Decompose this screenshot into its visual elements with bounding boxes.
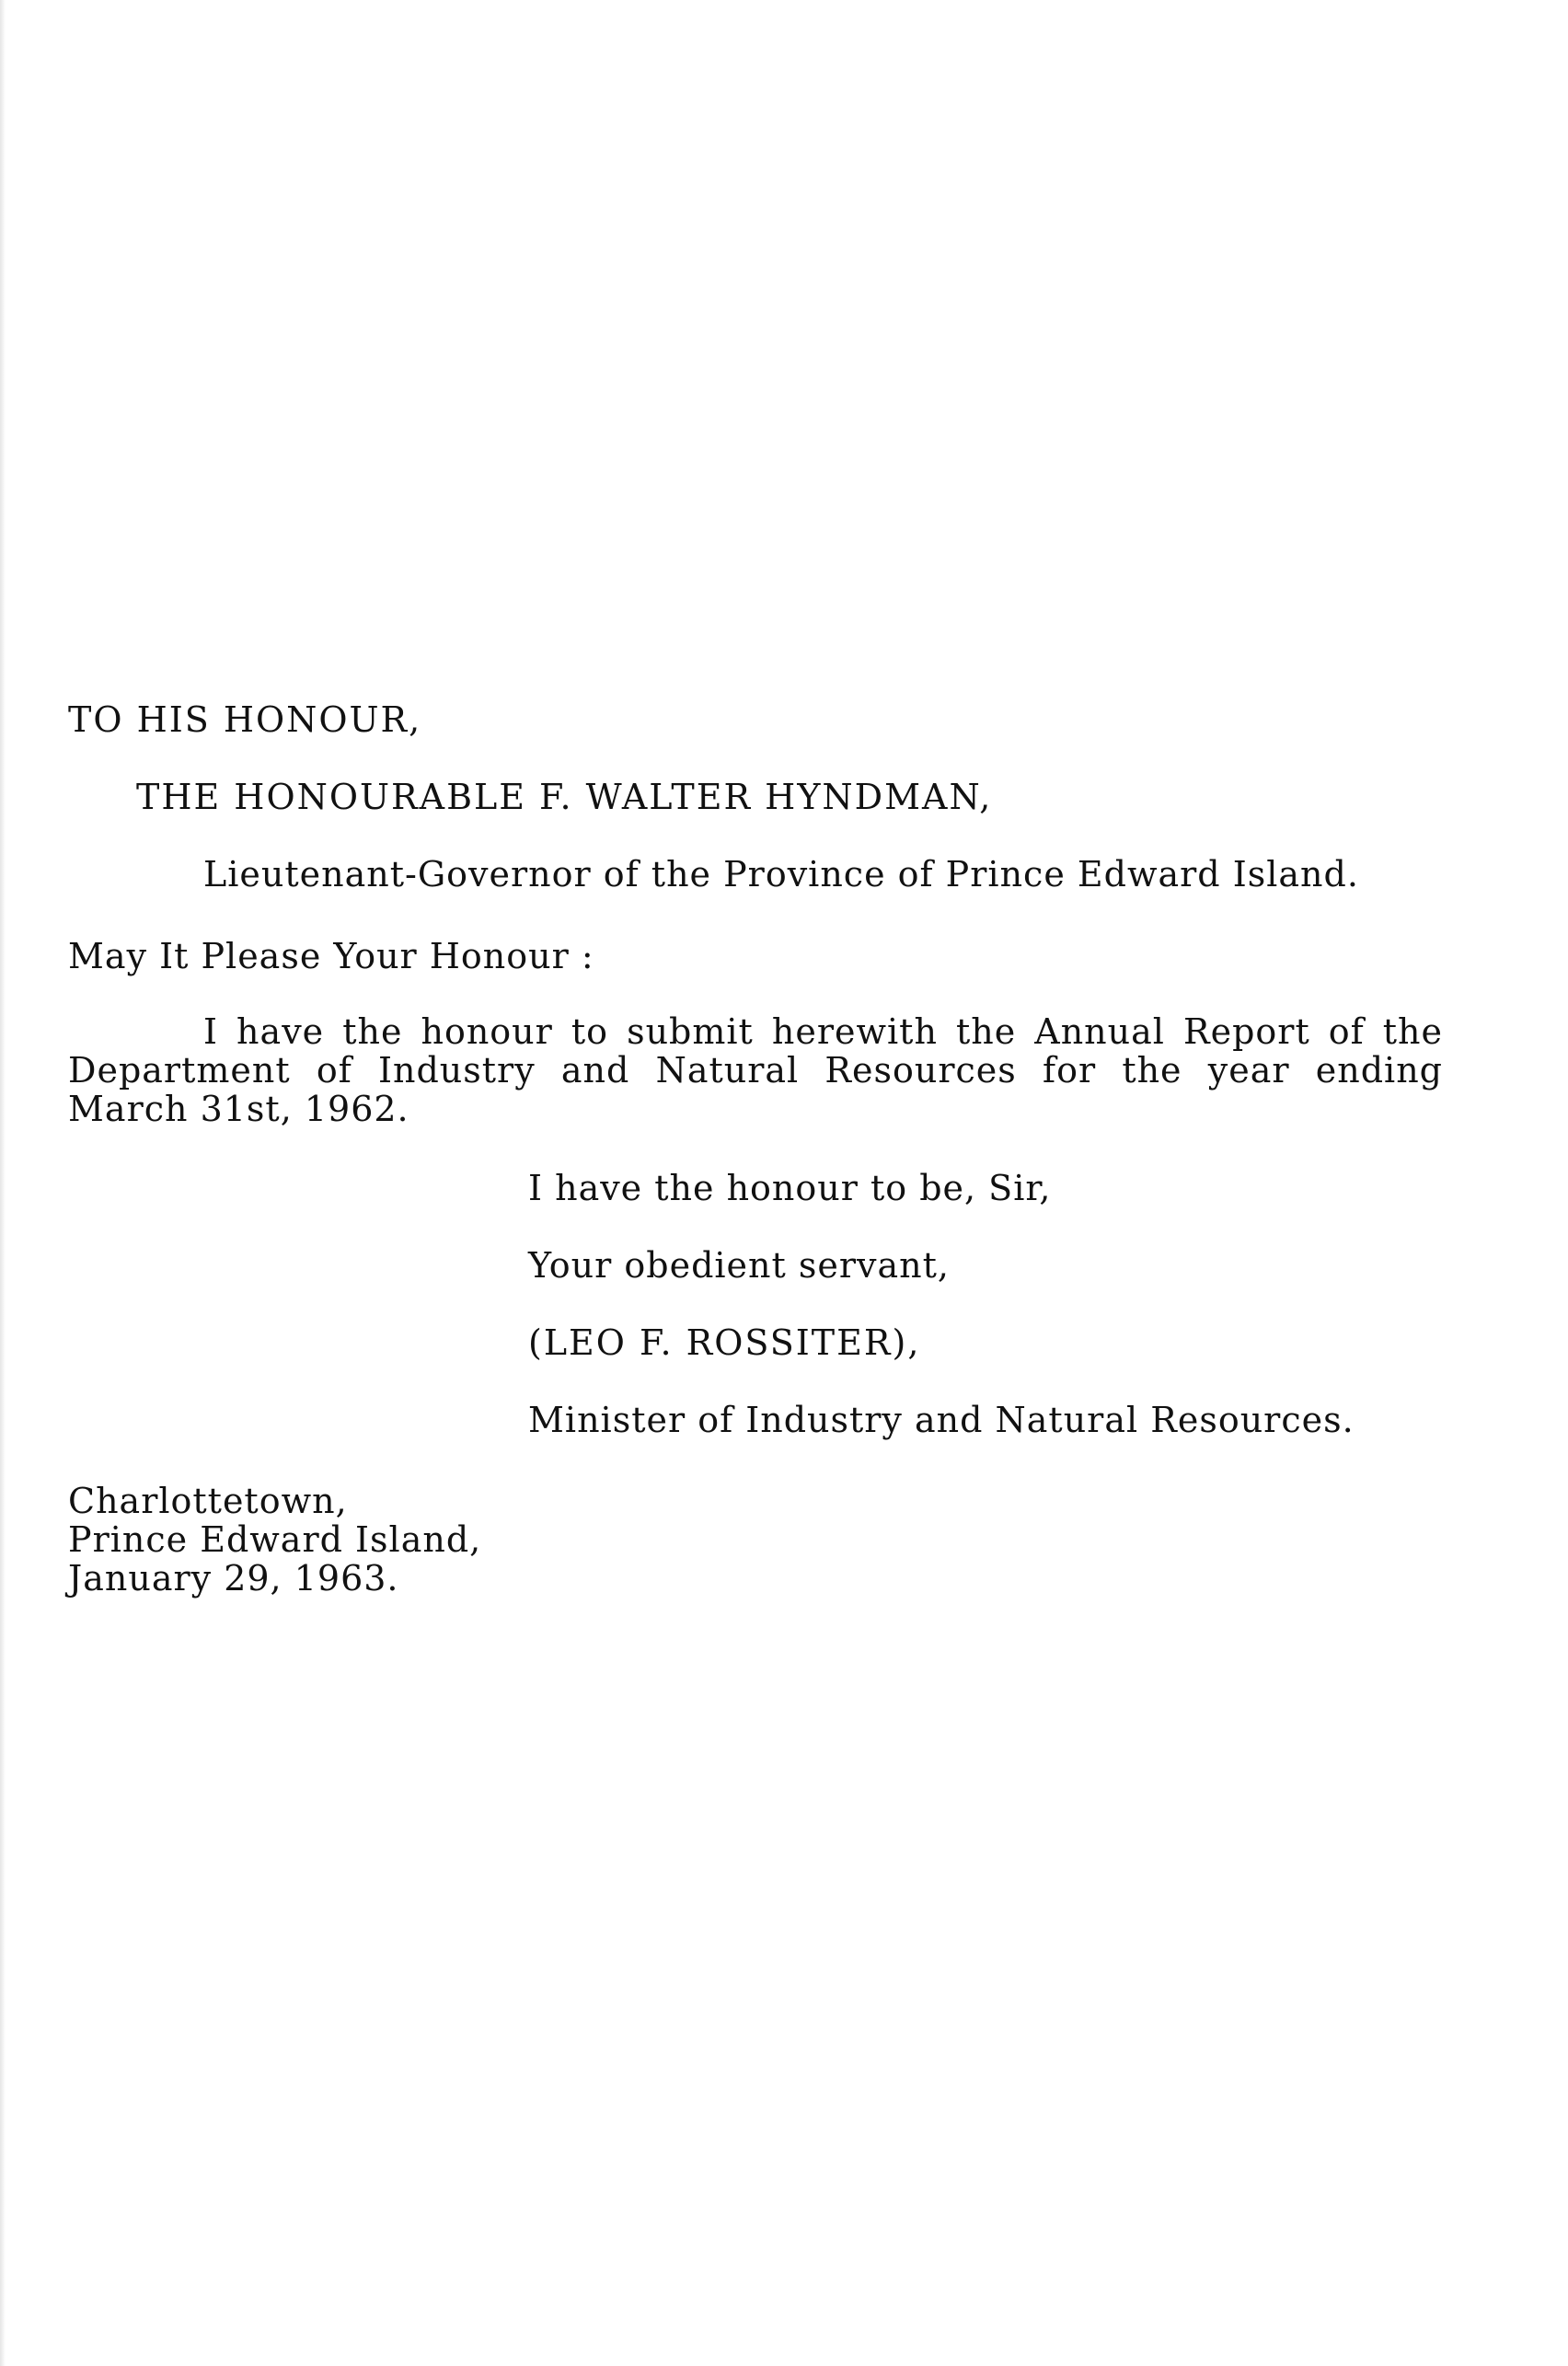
closing-line: I have the honour to be, Sir, — [528, 1168, 1052, 1208]
addressee-salutation-line: TO HIS HONOUR, — [68, 699, 422, 740]
signature-name: (LEO F. ROSSITER), — [528, 1322, 921, 1363]
letter-date: January 29, 1963. — [68, 1558, 399, 1598]
closing-servant: Your obedient servant, — [528, 1245, 950, 1286]
addressee-title: Lieutenant-Governor of the Province of Prince Edward Island. — [203, 854, 1359, 894]
letter-body: I have the honour to submit herewith the Annual Report of the Department of Industry and Natural Resources for the year ending March 31st, 1962. — [68, 1011, 1443, 1129]
addressee-name: THE HONOURABLE F. WALTER HYNDMAN, — [136, 777, 993, 817]
place-city: Charlottetown, — [68, 1481, 348, 1521]
salutation: May It Please Your Honour : — [68, 936, 594, 976]
signature-position: Minister of Industry and Natural Resources. — [528, 1400, 1355, 1440]
place-province: Prince Edward Island, — [68, 1519, 482, 1560]
